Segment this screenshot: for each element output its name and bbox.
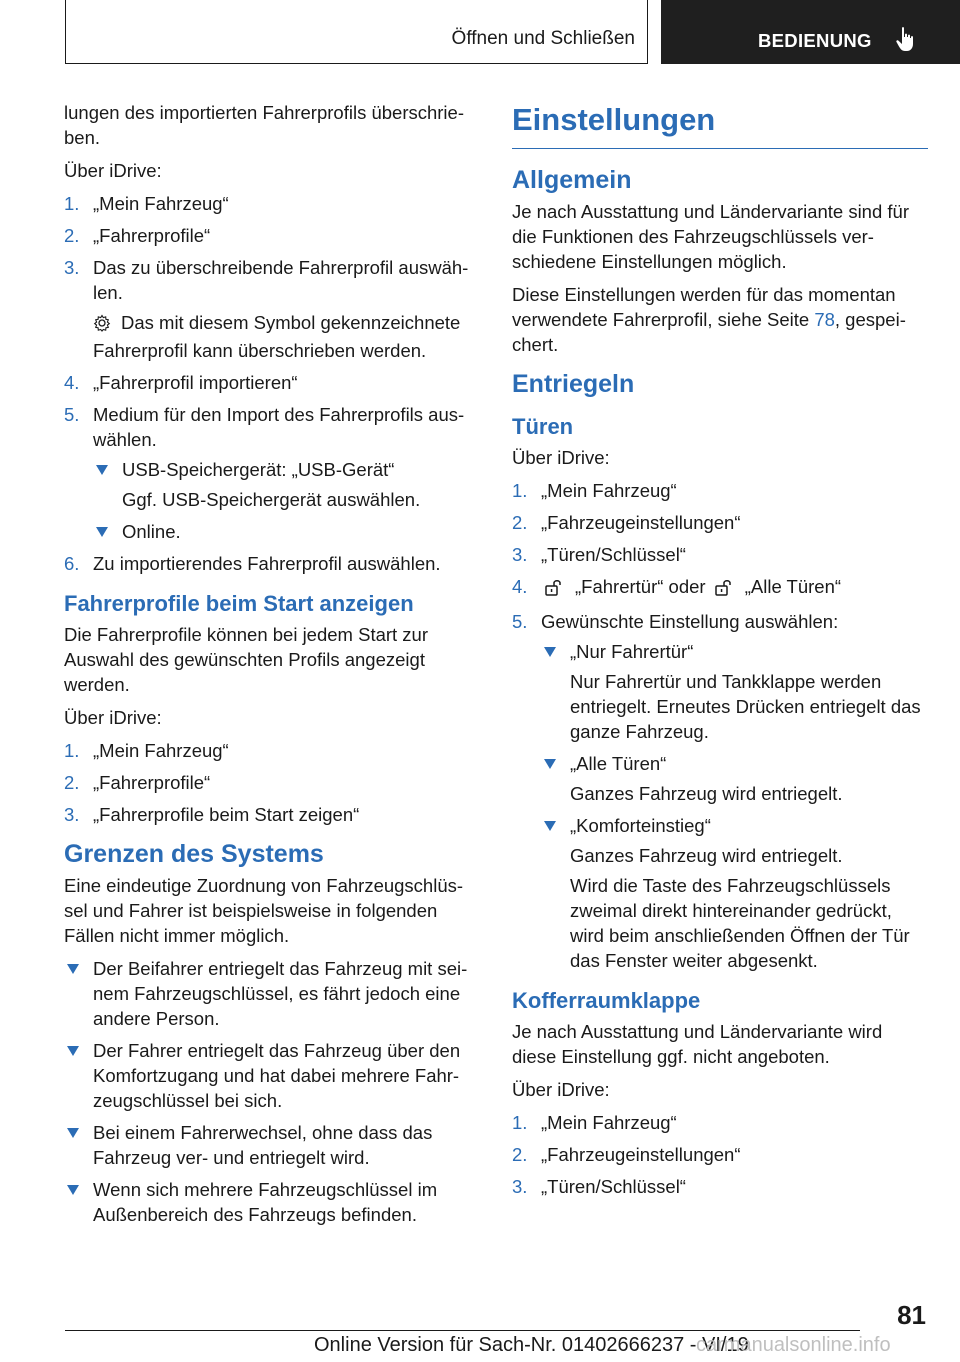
list-item [512,609,928,973]
bullet-item [64,956,480,1031]
step-number: 1. [512,480,528,501]
list-item [64,738,480,763]
step-number: 3. [512,544,528,565]
step-number: 3. [64,257,80,278]
triangle-bullet-icon [96,527,108,537]
bullet-item [541,751,928,806]
list-item [512,574,928,602]
triangle-bullet-icon [67,1185,79,1195]
import-steps [64,191,480,576]
step-text-a: „Fahrertür“ oder [575,576,706,597]
list-item [512,1110,928,1135]
option-text: Online. [122,521,181,542]
heading-system-limits: Grenzen des Systems [64,840,324,868]
bullet-item [541,813,928,973]
step-number: 1. [512,1112,528,1133]
step-number: 4. [64,372,80,393]
triangle-bullet-icon [544,759,556,769]
step-number: 3. [512,1176,528,1197]
triangle-bullet-icon [67,964,79,974]
step-number: 3. [64,804,80,825]
step-text: Medium für den Import des Fahrerprofils aus-wählen. [93,404,465,450]
list-item [512,1174,928,1199]
header-section-box [65,0,648,64]
heading-start-display: Fahrerprofile beim Start anzeigen [64,591,414,616]
list-item [64,402,480,544]
general-text-b: , gespei-chert. [512,309,906,355]
limit-text: Bei einem Fahrerwechsel, ohne dass das Fahrzeug ver- und entriegelt wird. [93,1122,433,1168]
step-text: Zu importierendes Fahrerprofil auswählen. [93,553,441,574]
step-number: 6. [64,553,80,574]
list-item [512,542,928,567]
option-note: Nur Fahrertür und Tankklappe werden entriegelt. Erneutes Drücken entriegelt das ganze Fahrzeug. [570,671,921,742]
door-options [541,639,928,973]
heading-general: Allgemein [512,166,632,194]
heading-unlock: Entriegeln [512,370,635,398]
option-title: „Nur Fahrertür“ [570,641,694,662]
triangle-bullet-icon [96,465,108,475]
option-text: USB-Speichergerät: „USB-Gerät“ [122,459,395,480]
triangle-bullet-icon [544,647,556,657]
step-text: „Fahrerprofile“ [93,772,211,793]
list-item [64,223,480,248]
bullet-item [64,1177,480,1227]
step-text: „Fahrerprofile beim Start zeigen“ [93,804,360,825]
general-paragraph-2 [512,282,928,357]
limits-description: Eine eindeutige Zuordnung von Fahrzeugschlüs-sel und Fahrer ist beispielsweise in folgenden Fällen nicht immer möglich. [64,875,464,946]
limits-list [64,956,480,1227]
medium-options [93,457,480,544]
via-idrive-label: Über iDrive: [512,1079,610,1100]
chapter-tab[interactable] [661,0,960,64]
step-number: 1. [64,740,80,761]
step-number: 2. [512,512,528,533]
hand-pointer-icon [895,26,917,57]
heading-trunk: Kofferraumklappe [512,988,701,1013]
step-text: Gewünschte Einstellung auswählen: [541,611,839,632]
left-column [64,100,480,1234]
limit-text: Der Fahrer entriegelt das Fahrzeug über den Komfortzugang und hat dabei mehrere Fahr-zeugschlüssel bei sich. [93,1040,461,1111]
list-item [64,370,480,395]
list-item [64,255,480,363]
bullet-item [64,1038,480,1113]
step-number: 5. [64,404,80,425]
general-paragraph-1: Je nach Ausstattung und Ländervariante sind für die Funktionen des Fahrzeugschlüssels ver-schiedene Einstellungen möglich. [512,201,909,272]
list-item [512,510,928,535]
option-note: Wird die Taste des Fahrzeugschlüssels zweimal direkt hintereinander gedrückt, wird beim anschließenden Öffnen der Tür das Fenster weiter abgesenkt. [570,875,910,971]
step-number: 2. [64,772,80,793]
step-text: „Mein Fahrzeug“ [93,193,229,214]
step-text: „Mein Fahrzeug“ [541,480,677,501]
unlock-icon [545,577,567,602]
step-text-b: „Alle Türen“ [744,576,842,597]
start-description: Die Fahrerprofile können bei jedem Start zur Auswahl des gewünschten Profils angezeigt werden. [64,624,429,695]
footer-divider [65,1330,860,1331]
step-number: 2. [512,1144,528,1165]
step-number: 2. [64,225,80,246]
bullet-item [93,519,480,544]
watermark-text: carmanualsonline.info [696,1334,891,1356]
section-title: Öffnen und Schließen [451,28,635,49]
option-note: Ganzes Fahrzeug wird entriegelt. [570,783,843,804]
step-text: „Türen/Schlüssel“ [541,544,686,565]
bullet-item [93,457,480,512]
option-note: Ganzes Fahrzeug wird entriegelt. [570,845,843,866]
list-item [512,478,928,503]
step-text: „Fahrerprofile“ [93,225,211,246]
unlock-icon [715,577,737,602]
step-text: „Fahrzeugeinstellungen“ [541,1144,741,1165]
option-note: Ggf. USB-Speichergerät auswählen. [122,489,421,510]
step-number: 4. [512,576,528,597]
gear-icon [93,313,111,338]
general-text-a: Diese Einstellungen werden für das momentan verwendete Fahrerprofil, siehe Seite [512,284,896,330]
triangle-bullet-icon [544,821,556,831]
step-text: Das zu überschreibende Fahrerprofil auswäh-len. [93,257,469,303]
step-text: „Fahrzeugeinstellungen“ [541,512,741,533]
bullet-item [64,1120,480,1170]
list-item [64,551,480,576]
triangle-bullet-icon [67,1046,79,1056]
intro-text: lungen des importierten Fahrerprofils überschrie-ben. [64,102,464,148]
chapter-tab-label: BEDIENUNG [758,30,872,51]
right-column [512,100,928,1207]
step-number: 1. [64,193,80,214]
step-text: „Mein Fahrzeug“ [541,1112,677,1133]
page-reference-link[interactable]: 78 [814,309,835,330]
symbol-note-text: Das mit diesem Symbol gekennzeichnete Fahrerprofil kann überschrieben werden. [93,312,461,361]
bullet-item [541,639,928,744]
option-title: „Alle Türen“ [570,753,667,774]
doors-steps [512,478,928,973]
step-number: 5. [512,611,528,632]
limit-text: Wenn sich mehrere Fahrzeugschlüssel im Außenbereich des Fahrzeugs befinden. [93,1179,438,1225]
step-text: „Mein Fahrzeug“ [93,740,229,761]
heading-settings: Einstellungen [512,102,928,149]
trunk-steps [512,1110,928,1199]
trunk-description: Je nach Ausstattung und Ländervariante wird diese Einstellung ggf. nicht angeboten. [512,1021,883,1067]
list-item [64,191,480,216]
via-idrive-label: Über iDrive: [512,447,610,468]
list-item [512,1142,928,1167]
step-text: „Türen/Schlüssel“ [541,1176,686,1197]
via-idrive-label: Über iDrive: [64,707,162,728]
triangle-bullet-icon [67,1128,79,1138]
limit-text: Der Beifahrer entriegelt das Fahrzeug mit sei-nem Fahrzeugschlüssel, es fährt jedoch eine andere Person. [93,958,468,1029]
list-item [64,802,480,827]
step-text: „Fahrerprofil importieren“ [93,372,298,393]
online-version-text: Online Version für Sach-Nr. 01402666237 - VI/19 [314,1334,749,1356]
symbol-note [93,310,480,363]
page-number: 81 [897,1300,926,1330]
list-item [64,770,480,795]
option-title: „Komforteinstieg“ [570,815,711,836]
start-steps [64,738,480,827]
heading-doors: Türen [512,414,574,439]
via-idrive-label: Über iDrive: [64,160,162,181]
